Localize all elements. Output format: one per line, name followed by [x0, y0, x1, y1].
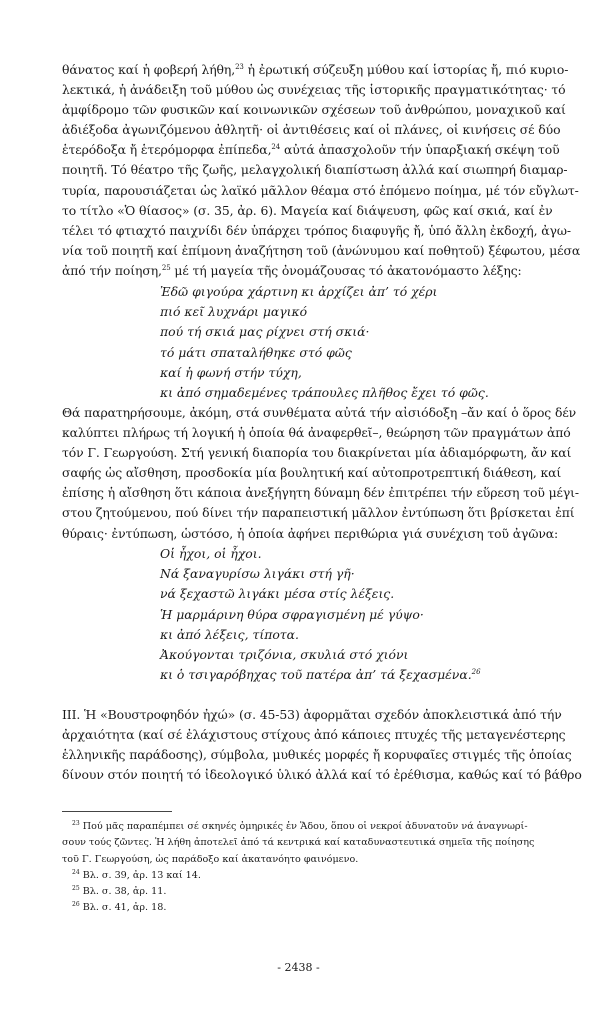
- paragraph-1: [62, 60, 581, 281]
- footnote-divider: [62, 811, 172, 812]
- footnote-line: $^{25}$ Βλ. σ. 38, ἀρ. 11.: [72, 885, 167, 898]
- footnote-line: $^{24}$ Βλ. σ. 39, ἀρ. 13 καί 14.: [72, 868, 201, 881]
- text-line: ΙΙΙ. Ἡ «Βουστροφηδόν ἠχώ» (σ. 45-53) ἀφορμᾶται σχεδόν ἀποκλειστικά ἀπό τήν: [62, 707, 562, 722]
- footnote-line: $^{26}$ Βλ. σ. 41, ἀρ. 18.: [72, 901, 167, 914]
- verse-line: καί ἡ φωνή στήν τύχη,: [160, 364, 302, 380]
- paragraph-3: [62, 705, 582, 785]
- text-line: τυρία, παρουσιάζεται ὡς λαϊκό μᾶλλον θέαμα στό ἑπόμενο ποίημα, μέ τόν εὔγλωτ-: [62, 182, 579, 198]
- text-line: ἀπό τήν ποίηση,$^{25}$ μέ τή μαγεία τῆς ὀνομάζουσας τό ἀκατονόμαστο λέξης:: [62, 262, 522, 278]
- footnote-line: $^{23}$ Πού μᾶς παραπέμπει σέ σκηνές ὁμηρικές ἐν Ἅδου, ὅπου οἱ νεκροί ἀδυνατοῦν νά ἀναγνωρί-: [72, 819, 528, 832]
- text-line: στου ζητούμενου, πού δίνει τήν παραπειστική μᾶλλον ἐντύπωση ὅτι βρίσκεται ἐπί: [62, 505, 575, 521]
- verse-line: πού τή σκιά μας ρίχνει στή σκιά·: [160, 324, 370, 340]
- text-line: ἀρχαιότητα (καί σέ ἐλάχιστους στίχους ἀπό κάποιες πτυχές τῆς μεταγενέστερης: [62, 727, 566, 743]
- text-line: θύραις· ἐντύπωση, ὡστόσο, ἡ ὁποία ἀφήνει περιθώρια γιά συνέχιση τοῦ ἀγῶνα:: [62, 525, 559, 541]
- page-number: - 2438 -: [277, 961, 320, 974]
- verse-line: Ἐδῶ φιγούρα χάρτινη κι ἀρχίζει ἀπ’ τό χέρι: [160, 284, 438, 299]
- text-line: ἀμφίδρομο τῶν φυσικῶν καί κοινωνικῶν σχέσεων τοῦ ἀνθρώπου, μοναχικοῦ καί: [62, 102, 566, 118]
- poem-excerpt-1: [160, 282, 489, 403]
- verse-line: κι ἀπό λέξεις, τίποτα.: [160, 626, 299, 642]
- footnote-ref[interactable]: 25: [161, 263, 171, 272]
- footnote-ref[interactable]: 24: [271, 143, 281, 152]
- text-line: Θά παρατηρήσουμε, ἀκόμη, στά συνθέματα αὐτά τήν αἰσιόδοξη –ἄν καί ὁ ὅρος δέν: [62, 405, 577, 420]
- verse-line: Οἱ ἦχοι, οἱ ἦχοι.: [160, 546, 262, 561]
- footnote-number: 24: [72, 868, 80, 876]
- footnote-number: 26: [72, 901, 80, 909]
- verse-line: πιό κεῖ λυχνάρι μαγικό: [160, 304, 308, 320]
- verse-line: Νά ξαναγυρίσω λιγάκι στή γῆ·: [160, 566, 355, 582]
- text-line: ἀδιέξοδα ἀγωνιζόμενου ἀθλητῆ· οἱ ἀντιθέσεις καί οἱ πλάνες, οἱ κινήσεις σέ δύο: [62, 122, 561, 138]
- text-line: τόν Γ. Γεωργούση. Στή γενική διαπορία του διακρίνεται μία ἀδιαμόρφωτη, ἄν καί: [62, 445, 572, 461]
- verse-line: Ἡ μαρμάρινη θύρα σφραγισμένη μέ γύψο·: [160, 606, 424, 622]
- text-line: ἐπίσης ἡ αἴσθηση ὅτι κάποια ἀνεξήγητη δύναμη δέν ἐπιτρέπει τήν εὕρεση τοῦ μέγι-: [62, 485, 580, 501]
- verse-line: τό μάτι σπαταλήθηκε στό φῶς: [160, 344, 352, 360]
- text-line: καλύπτει πλήρως τή λογική ἡ ὁποία θά ἀναφερθεῖ–, θεώρηση τῶν πραγμάτων ἀπό: [62, 425, 571, 441]
- text-line: νία τοῦ ποιητῆ καί ἐπίμονη ἀναζήτηση τοῦ (ἀνώνυμου καί ποθητοῦ) ξέφωτου, μέσα: [62, 242, 581, 258]
- text-line: τέλει τό φτιαχτό παιχνίδι δέν ὑπάρχει τρόπος διαφυγῆς ἤ, ὑπό ἄλλη ἐκδοχή, ἀγω-: [62, 222, 571, 238]
- paragraph-2: [62, 403, 580, 544]
- footnotes: [62, 819, 568, 917]
- footnote-ref[interactable]: 23: [235, 62, 244, 71]
- text-line: το τίτλο «Ὁ θίασος» (σ. 35, ἀρ. 6). Μαγεία καί διάψευση, φῶς καί σκιά, καί ἐν: [62, 202, 553, 218]
- footnote-ref[interactable]: 26: [471, 668, 481, 677]
- text-line: δίνουν στόν ποιητή τό ἰδεολογικό ὑλικό ἀλλά καί τό ἐρέθισμα, καθώς καί τό βάθρο: [62, 767, 582, 783]
- verse-line: Ἀκούγονται τριζόνια, σκυλιά στό χιόνι: [160, 647, 409, 663]
- footnote-number: 25: [72, 885, 80, 892]
- verse-line: κι ἀπό σημαδεμένες τράπουλες πλῆθος ἔχει τό φῶς.: [160, 385, 489, 401]
- verse-line: κι ὁ τσιγαρόβηχας τοῦ πατέρα ἀπ’ τά ξεχασμένα.$^{26}$: [160, 667, 481, 683]
- footnote-number: 23: [72, 819, 80, 827]
- text-line: ἑλληνικῆς παράδοσης), σύμβολα, μυθικές μορφές ἤ κορυφαῖες στιγμές τῆς ὁποίας: [62, 747, 572, 763]
- footnote-line: σουν τούς ζῶντες. Ἡ λήθη ἀποτελεῖ ἀπό τά κεντρικά καί καταδυναστευτικά σημεῖα τῆς ποίησης: [62, 837, 535, 849]
- text-line: θάνατος καί ἡ φοβερή λήθη,$^{23}$ ἡ ἐρωτική σύζευξη μύθου καί ἱστορίας ἤ, πιό κυριο-: [62, 62, 569, 77]
- verse-line: νά ξεχαστῶ λιγάκι μέσα στίς λέξεις.: [160, 586, 395, 602]
- text-line: λεκτικά, ἡ ἀνάδειξη τοῦ μύθου ὡς συνέχειας τῆς ἱστορικῆς πραγματικότητας· τό: [62, 82, 566, 98]
- text-line: ἑτερόδοξα ἤ ἑτερόμορφα ἐπίπεδα,$^{24}$ αὐτά ἀπασχολοῦν τήν ὑπαρξιακή σκέψη τοῦ: [62, 142, 560, 158]
- text-line: ποιητῆ. Τό θέατρο τῆς ζωῆς, μελαγχολική διαπίστωση ἀλλά καί σιωπηρή διαμαρ-: [62, 162, 568, 178]
- footnote-line: τοῦ Γ. Γεωργούση, ὡς παράδοξο καί ἀκατανόητο φαινόμενο.: [62, 853, 359, 865]
- poem-excerpt-2: [160, 544, 481, 685]
- text-line: σαφής ὡς αἴσθηση, προσδοκία μία βουλητική καί αὐτοπροτρεπτική διάθεση, καί: [62, 465, 562, 481]
